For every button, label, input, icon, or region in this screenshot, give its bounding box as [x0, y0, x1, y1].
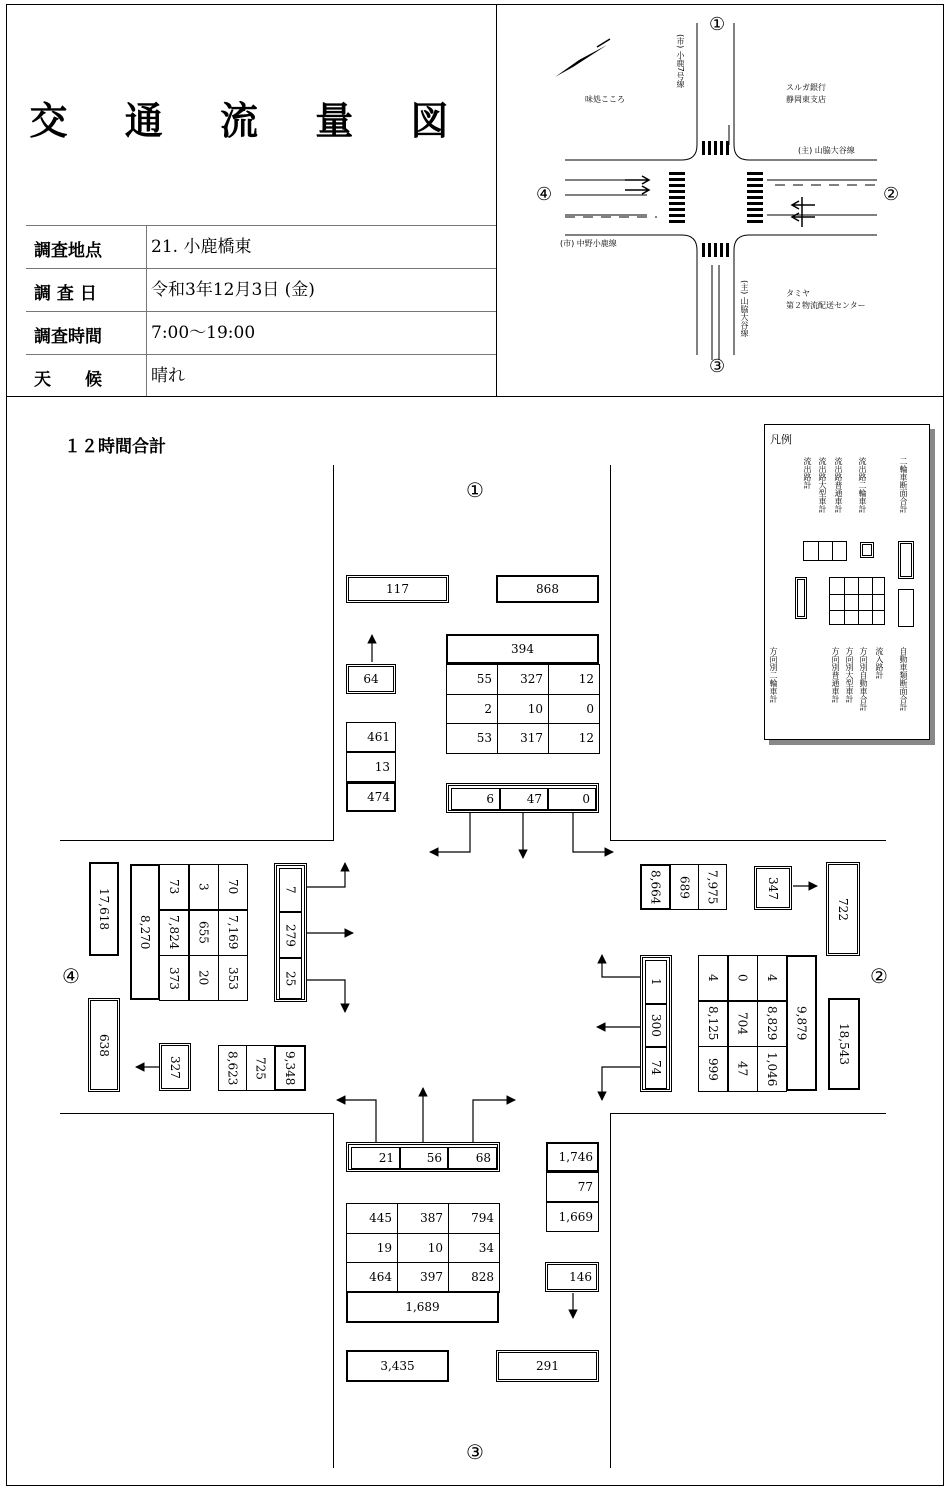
date-label: 調 査 日: [34, 284, 97, 304]
west-inflow-total: [130, 864, 160, 1000]
east-direction-twowheel: [640, 955, 672, 1092]
east-grid-cell: 4: [698, 955, 728, 1001]
legend-label: 流出路二輪車計: [858, 457, 867, 513]
west-grid-cell: 7,169: [218, 910, 248, 956]
east-car-total-value: 18,543: [837, 1023, 851, 1065]
west-out-large: 725: [246, 1045, 275, 1091]
north-direction-twowheel: [446, 783, 599, 813]
north-twowheel-straight: 47: [500, 788, 548, 810]
west-car-total-value: 17,618: [97, 888, 111, 930]
west-car-total: [89, 862, 119, 956]
east-inflow-total: [786, 955, 817, 1091]
west-inflow-total-value: 8,270: [138, 914, 152, 950]
east-out-total: [640, 864, 671, 910]
west-out-total: [274, 1045, 306, 1091]
legend-car-total-box: [898, 589, 914, 627]
south-grid-cell: 387: [397, 1203, 449, 1234]
time-label: 調査時間: [34, 327, 102, 347]
map-place-ne-2: 静岡東支店: [786, 95, 826, 104]
weather-label: 天 候: [34, 370, 102, 390]
south-twowheel-total: 291: [496, 1350, 599, 1382]
north-grid-cell: 53: [446, 723, 498, 754]
south-grid-cell: 10: [397, 1233, 449, 1264]
legend-label: 二輪車断面合計: [899, 457, 908, 513]
south-twowheel-left: 21: [351, 1147, 400, 1169]
legend-twowheel-box: [860, 542, 874, 558]
north-grid-cell: 12: [548, 664, 600, 695]
legend-divider: [832, 541, 833, 561]
west-twowheel-straight: 279: [279, 912, 302, 958]
map-road-south: (主) 山脇大谷線: [740, 280, 749, 337]
north-grid-cell: 12: [548, 723, 600, 754]
map-place-ne-1: スルガ銀行: [786, 83, 826, 92]
east-twowheel-left: 74: [645, 1047, 667, 1089]
approach-3-label: ③: [466, 1440, 484, 1464]
east-twowheel-total-value: 722: [836, 897, 850, 921]
page-title: 交 通 流 量 図: [29, 99, 471, 143]
legend-label: 流出路普通車計: [834, 457, 843, 513]
north-out-large: 13: [346, 752, 396, 782]
legend-label: 流出路大型車計: [818, 457, 827, 513]
south-inflow-total: 1,689: [346, 1291, 499, 1323]
east-grid-cell: 1,046: [757, 1046, 787, 1092]
south-out-total: 1,746: [546, 1142, 599, 1172]
west-out-twowheel: [159, 1043, 191, 1091]
south-grid-cell: 828: [448, 1262, 500, 1293]
east-grid-cell: 704: [728, 1001, 758, 1047]
south-grid-cell: 464: [346, 1262, 398, 1293]
north-out-normal: 461: [346, 722, 396, 752]
map-road-north: (市) 小鹿7号線: [676, 34, 685, 88]
weather-value: 晴れ: [146, 355, 185, 396]
south-twowheel-straight: 56: [400, 1147, 448, 1169]
legend-outflow-box: [803, 541, 847, 561]
map-place-se-1: タミヤ: [786, 289, 810, 298]
north-twowheel-total: 117: [346, 575, 449, 603]
south-grid-cell: 794: [448, 1203, 500, 1234]
east-grid-cell: 999: [698, 1046, 728, 1092]
west-twowheel-total: [88, 998, 120, 1092]
north-grid-cell: 2: [446, 694, 498, 725]
west-grid-cell: 655: [189, 910, 219, 956]
east-out-large: 689: [670, 864, 699, 910]
south-direction-twowheel: [346, 1142, 500, 1172]
legend-label: 方向別普通車計: [831, 647, 840, 703]
west-grid-cell: 70: [218, 864, 248, 910]
north-twowheel-left: 0: [548, 788, 596, 810]
legend-direction-twowheel-box: [795, 577, 807, 619]
north-twowheel-right: 6: [451, 788, 500, 810]
west-out-total-value: 9,348: [283, 1050, 297, 1086]
legend-title: 凡例: [770, 433, 792, 446]
south-grid-cell: 397: [397, 1262, 449, 1293]
north-grid-cell: 327: [497, 664, 549, 695]
east-out-total-value: 8,664: [648, 869, 663, 905]
north-grid-cell: 0: [548, 694, 600, 725]
east-out-normal: 7,975: [698, 864, 727, 910]
approach-1-label: ①: [466, 478, 484, 502]
west-direction-twowheel: [274, 863, 307, 1002]
west-grid-cell: 373: [159, 955, 189, 1001]
east-grid-cell: 0: [728, 955, 758, 1001]
legend-label: 方向別二輪車計: [769, 647, 778, 703]
approach-2-label: ②: [870, 964, 888, 988]
time-value: 7:00〜19:00: [146, 312, 255, 354]
north-outflow-twowheel: 64: [346, 664, 396, 694]
west-grid-cell: 3: [189, 864, 219, 910]
west-out-twowheel-value: 327: [168, 1055, 182, 1079]
north-car-total: 868: [496, 575, 599, 603]
south-grid-cell: 19: [346, 1233, 398, 1264]
approach-4-label: ④: [62, 964, 80, 988]
east-twowheel-right: 1: [645, 960, 667, 1004]
south-out-large: 77: [546, 1172, 599, 1202]
south-grid-cell: 445: [346, 1203, 398, 1234]
legend: [764, 424, 930, 740]
map-road-west: (市) 中野小鹿線: [560, 239, 617, 248]
legend-grid: [829, 577, 885, 625]
north-out-total: 474: [346, 782, 396, 812]
north-inflow-total: 394: [446, 634, 599, 664]
west-grid-cell: 353: [218, 955, 248, 1001]
south-out-normal: 1,669: [546, 1202, 599, 1232]
east-grid-cell: 47: [728, 1046, 758, 1092]
legend-label: 方向別自動車合計: [859, 647, 868, 711]
east-car-total: [828, 998, 860, 1090]
map-node-2: ②: [883, 184, 900, 205]
legend-label: 流入路計: [875, 647, 884, 679]
map-place-nw: 味処こころ: [585, 95, 625, 104]
east-grid-cell: 8,829: [757, 1001, 787, 1047]
east-inflow-total-value: 9,879: [794, 1005, 809, 1041]
south-grid-cell: 34: [448, 1233, 500, 1264]
south-car-total: 3,435: [346, 1350, 449, 1382]
location-value: 21. 小鹿橋東: [146, 226, 251, 268]
north-grid-cell: 317: [497, 723, 549, 754]
west-twowheel-total-value: 638: [97, 1033, 111, 1057]
east-out-twowheel: [754, 866, 792, 910]
west-twowheel-right: 25: [279, 958, 302, 999]
west-grid-cell: 20: [189, 955, 219, 1001]
map-node-1: ①: [709, 14, 726, 35]
west-out-normal: 8,623: [218, 1045, 247, 1091]
west-twowheel-left: 7: [279, 868, 302, 912]
east-twowheel-total: [826, 862, 860, 956]
legend-label: 方向別大型車計: [845, 647, 854, 703]
map-road-east: (主) 山脇大谷線: [798, 146, 855, 155]
legend-twowheel-total-box: [898, 541, 914, 579]
north-grid-cell: 10: [497, 694, 549, 725]
east-grid-cell: 4: [757, 955, 787, 1001]
east-grid-cell: 8,125: [698, 1001, 728, 1047]
east-twowheel-straight: 300: [645, 1004, 667, 1047]
map-node-3: ③: [709, 356, 726, 377]
south-out-twowheel: 146: [545, 1262, 599, 1292]
map-place-se-2: 第２物流配送センター: [786, 301, 866, 310]
east-out-twowheel-value: 347: [766, 876, 780, 900]
section-title: １２時間合計: [64, 437, 166, 457]
map-node-4: ④: [536, 184, 553, 205]
legend-divider: [818, 541, 819, 561]
date-value: 令和3年12月3日 (金): [146, 269, 315, 311]
south-twowheel-right: 68: [448, 1147, 497, 1169]
west-grid-cell: 7,824: [159, 910, 189, 956]
legend-label: 流出路計: [803, 457, 812, 489]
west-grid-cell: 73: [159, 864, 189, 910]
north-grid-cell: 55: [446, 664, 498, 695]
location-label: 調査地点: [34, 241, 102, 261]
legend-label: 自動車類断面合計: [899, 647, 908, 711]
